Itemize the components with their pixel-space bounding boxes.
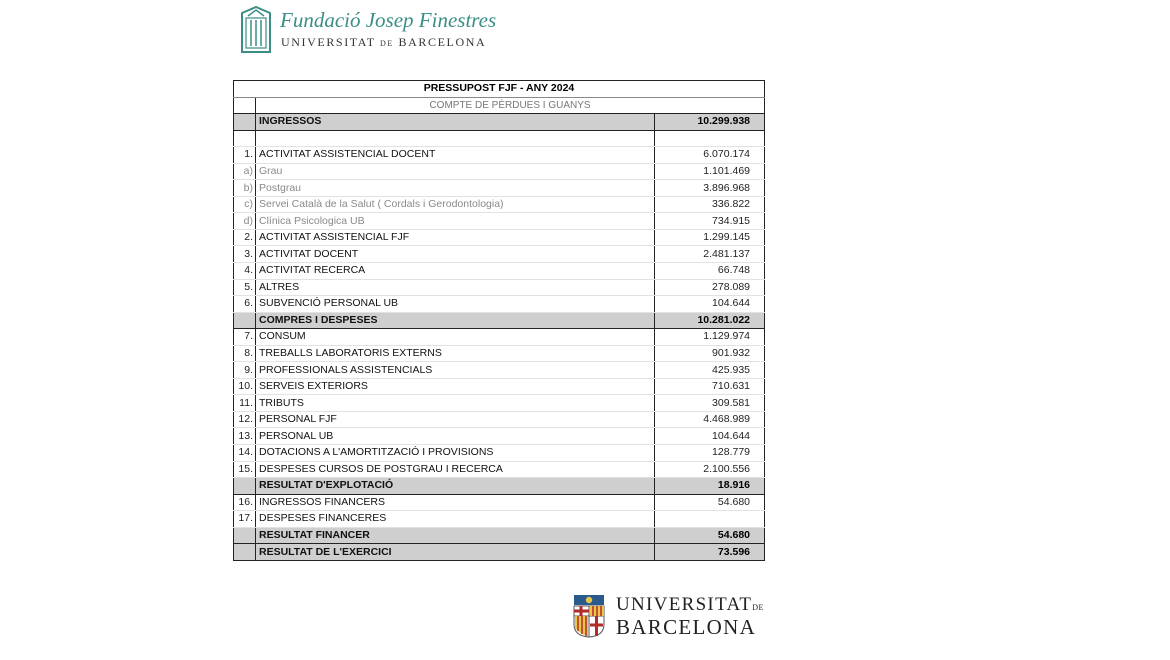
row-index: 6. (234, 296, 256, 313)
row-label: DOTACIONS A L'AMORTITZACIÓ I PROVISIONS (256, 445, 655, 462)
table-row (234, 511, 765, 528)
row-index: 3. (234, 246, 256, 263)
row-index: 14. (234, 445, 256, 462)
row-value: 3.896.968 (655, 180, 765, 197)
row-index (234, 527, 256, 544)
row-value: 2.100.556 (655, 461, 765, 478)
section-header-row (234, 544, 765, 561)
row-label: PERSONAL FJF (256, 411, 655, 428)
row-value: 336.822 (655, 196, 765, 213)
table-title-row (234, 81, 765, 98)
row-index (234, 478, 256, 495)
table-row (234, 163, 765, 180)
row-index: d) (234, 213, 256, 230)
table-subtitle: COMPTE DE PÈRDUES I GUANYS (256, 97, 765, 114)
row-value: 10.281.022 (655, 312, 765, 329)
table-row (234, 445, 765, 462)
row-value: 54.680 (655, 494, 765, 511)
row-label: ACTIVITAT DOCENT (256, 246, 655, 263)
fjf-name: Fundació Josep Finestres (280, 8, 497, 32)
row-value: 18.916 (655, 478, 765, 495)
row-index: 15. (234, 461, 256, 478)
row-index: 9. (234, 362, 256, 379)
table-row (234, 378, 765, 395)
row-index: 4. (234, 263, 256, 280)
ub-shield-icon (573, 594, 605, 638)
row-index: 13. (234, 428, 256, 445)
row-label: SUBVENCIÓ PERSONAL UB (256, 296, 655, 313)
row-value: 104.644 (655, 296, 765, 313)
row-value: 73.596 (655, 544, 765, 561)
row-label: PERSONAL UB (256, 428, 655, 445)
row-index: 12. (234, 411, 256, 428)
row-index: 5. (234, 279, 256, 296)
row-label: DESPESES FINANCERES (256, 511, 655, 528)
row-value: 734.915 (655, 213, 765, 230)
row-label: RESULTAT D'EXPLOTACIÓ (256, 478, 655, 495)
row-value: 710.631 (655, 378, 765, 395)
table-row (234, 395, 765, 412)
table-row (234, 296, 765, 313)
table-row (234, 246, 765, 263)
ub-line1: UNIVERSITATDE (616, 594, 764, 615)
row-value: 425.935 (655, 362, 765, 379)
table-row (234, 362, 765, 379)
table-row (234, 411, 765, 428)
row-index: 16. (234, 494, 256, 511)
row-label: ALTRES (256, 279, 655, 296)
row-label: ACTIVITAT ASSISTENCIAL DOCENT (256, 147, 655, 164)
table-row (234, 279, 765, 296)
row-value: 66.748 (655, 263, 765, 280)
row-label: Clínica Psicologica UB (256, 213, 655, 230)
row-index (234, 312, 256, 329)
row-value: 2.481.137 (655, 246, 765, 263)
fjf-logo (240, 6, 497, 56)
ub-line2: BARCELONA (616, 615, 757, 639)
row-value: 901.932 (655, 345, 765, 362)
row-value (655, 511, 765, 528)
table-row (234, 263, 765, 280)
blank-row (234, 130, 765, 147)
row-value (655, 130, 765, 147)
row-label: INGRESSOS FINANCERS (256, 494, 655, 511)
row-value: 1.129.974 (655, 329, 765, 346)
table-row (234, 461, 765, 478)
table-row (234, 196, 765, 213)
row-index: 1. (234, 147, 256, 164)
row-index: 8. (234, 345, 256, 362)
row-label: DESPESES CURSOS DE POSTGRAU I RECERCA (256, 461, 655, 478)
table-row (234, 494, 765, 511)
row-index (234, 114, 256, 131)
table-row (234, 329, 765, 346)
row-index: 17. (234, 511, 256, 528)
table-row (234, 147, 765, 164)
row-label: RESULTAT DE L'EXERCICI (256, 544, 655, 561)
section-header-row (234, 527, 765, 544)
row-label: PROFESSIONALS ASSISTENCIALS (256, 362, 655, 379)
table-subtitle-row (234, 97, 765, 114)
table-row (234, 180, 765, 197)
row-index (234, 130, 256, 147)
row-value: 1.299.145 (655, 229, 765, 246)
table-row (234, 345, 765, 362)
row-label: Grau (256, 163, 655, 180)
row-index: 7. (234, 329, 256, 346)
row-index (234, 544, 256, 561)
row-value: 128.779 (655, 445, 765, 462)
row-label: Servei Català de la Salut ( Cordals i Gerodontologia) (256, 196, 655, 213)
row-index: 11. (234, 395, 256, 412)
section-header-row (234, 312, 765, 329)
row-index: c) (234, 196, 256, 213)
row-index: 2. (234, 229, 256, 246)
budget-table (233, 80, 765, 561)
row-label: CONSUM (256, 329, 655, 346)
row-index: b) (234, 180, 256, 197)
row-label: ACTIVITAT ASSISTENCIAL FJF (256, 229, 655, 246)
row-index: a) (234, 163, 256, 180)
fjf-emblem-icon (240, 6, 272, 54)
row-label: INGRESSOS (256, 114, 655, 131)
row-value: 54.680 (655, 527, 765, 544)
table-row (234, 213, 765, 230)
row-value: 309.581 (655, 395, 765, 412)
row-label: COMPRES I DESPESES (256, 312, 655, 329)
row-label: RESULTAT FINANCER (256, 527, 655, 544)
row-value: 6.070.174 (655, 147, 765, 164)
row-value: 4.468.989 (655, 411, 765, 428)
table-title: PRESSUPOST FJF - ANY 2024 (234, 81, 765, 98)
table-row (234, 428, 765, 445)
table-row (234, 229, 765, 246)
ub-logo (573, 592, 763, 642)
section-header-row (234, 478, 765, 495)
row-label: Postgrau (256, 180, 655, 197)
row-label: ACTIVITAT RECERCA (256, 263, 655, 280)
row-index: 10. (234, 378, 256, 395)
row-value: 278.089 (655, 279, 765, 296)
row-label: SERVEIS EXTERIORS (256, 378, 655, 395)
fjf-subtitle: UNIVERSITAT DE BARCELONA (281, 35, 487, 49)
section-header-row (234, 114, 765, 131)
row-value: 1.101.469 (655, 163, 765, 180)
row-label: TREBALLS LABORATORIS EXTERNS (256, 345, 655, 362)
row-label (256, 130, 655, 147)
row-label: TRIBUTS (256, 395, 655, 412)
row-value: 104.644 (655, 428, 765, 445)
row-value: 10.299.938 (655, 114, 765, 131)
